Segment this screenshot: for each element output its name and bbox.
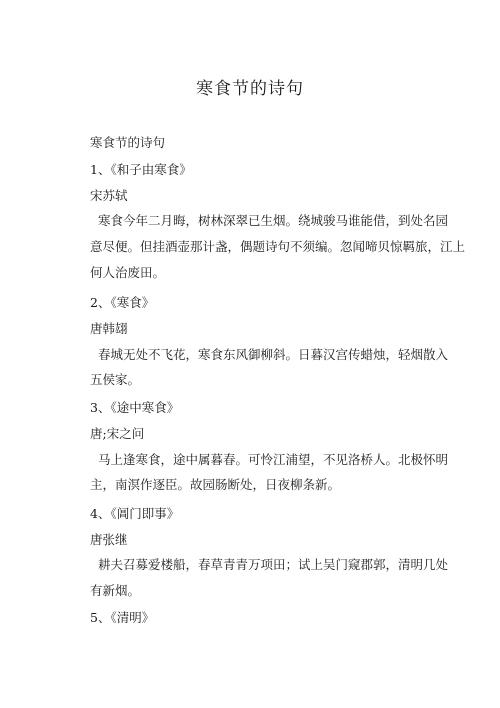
poem-2-line-2: 五侯家。 (90, 372, 141, 387)
document-title: 寒食节的诗句 (196, 79, 304, 99)
poem-4-title: 4、《阊门即事》 (90, 506, 180, 521)
poem-5-title: 5、《清明》 (90, 610, 155, 625)
section-heading: 寒食节的诗句 (90, 135, 166, 150)
poem-3-line-2: 主，南溟作逐臣。故园肠断处，日夜柳条新。 (90, 477, 341, 492)
poem-2-author: 唐韩翃 (90, 321, 128, 336)
poem-4-line-2: 有新烟。 (90, 583, 141, 598)
poem-2-line-1: 春城无处不飞花，寒食东风御柳斜。日暮汉宫传蜡烛，轻烟散入 (98, 347, 449, 362)
poem-1-line-1: 寒食今年二月晦，树林深翠已生烟。绕城骏马谁能借，到处名园 (98, 213, 449, 228)
poem-2-title: 2、《寒食》 (90, 295, 155, 310)
poem-1-author: 宋苏轼 (90, 188, 128, 203)
poem-4-line-1: 耕夫召募爱楼船，春草青青万项田；试上吴门窥郡郭，清明几处 (98, 557, 449, 572)
poem-1-title: 1、《和子由寒食》 (90, 162, 192, 177)
poem-1-line-3: 何人治废田。 (90, 265, 166, 280)
poem-3-line-1: 马上逢寒食，途中属暮春。可怜江浦望，不见洛桥人。北极怀明 (98, 452, 449, 467)
poem-3-title: 3、《途中寒食》 (90, 400, 180, 415)
poem-1-line-2: 意尽便。但挂酒壶那计盏，偶题诗句不须编。忽闻啼贝惊羁旅，江上 (90, 239, 466, 254)
poem-3-author: 唐;宋之问 (90, 426, 145, 441)
poem-4-author: 唐张继 (90, 532, 128, 547)
